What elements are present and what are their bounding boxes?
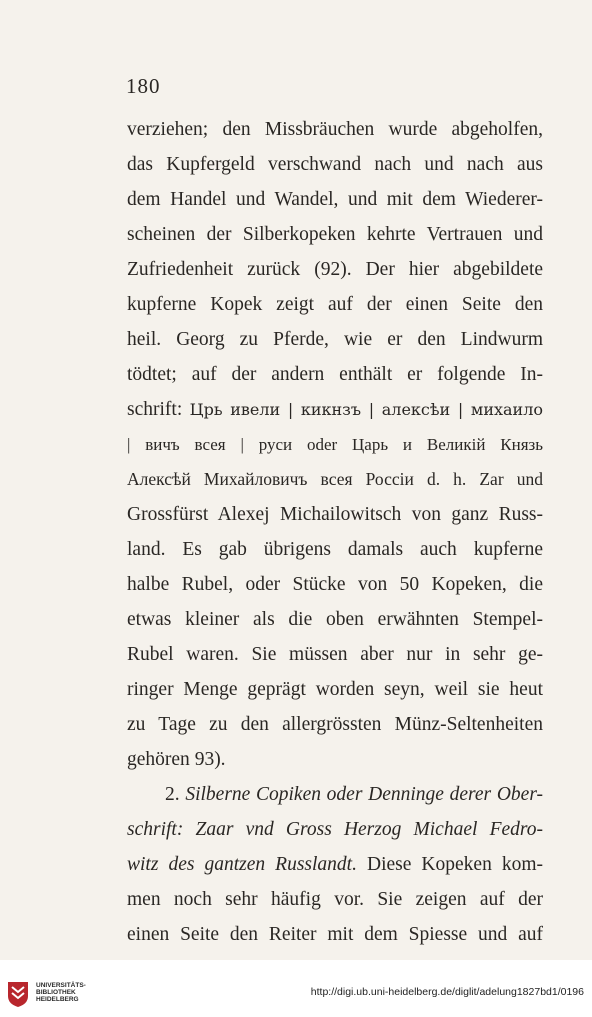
text-line: scheinen der Silberkopeken kehrte Vertrauen und: [127, 224, 543, 245]
text-line: verziehen; den Missbräuchen wurde abgeholfen,: [127, 119, 543, 140]
body-text: [127, 112, 543, 952]
text-fragment: gehören: [127, 749, 190, 770]
text-line: [127, 392, 543, 427]
text-fragment: . Der hier abgebildete: [346, 259, 544, 280]
text-line: [127, 252, 543, 287]
library-name: UNIVERSITÄTS- BIBLIOTHEK HEIDELBERG: [36, 982, 86, 1003]
text-line: schrift: Zaar vnd Gross Herzog Michael Fedro-: [127, 819, 543, 840]
text-line: das Kupfergeld verschwand nach und nach aus: [127, 154, 543, 175]
page-number: 180: [126, 74, 161, 98]
text-line: land. Es gab übrigens damals auch kupferne: [127, 539, 543, 560]
source-url-link[interactable]: http://digi.ub.uni-heidelberg.de/diglit/adelung1827bd1/0196: [310, 986, 584, 998]
paragraph-number: 2.: [165, 784, 180, 805]
text-line: ringer Menge geprägt worden seyn, weil sie heut: [127, 679, 543, 700]
text-fragment: schrift:: [127, 399, 183, 420]
text-fragment: Zufriedenheit zurück: [127, 259, 301, 280]
text-fragment: Diese Kopeken kom-: [367, 854, 544, 875]
text-line: heil. Georg zu Pferde, wie er den Lindwurm: [127, 329, 543, 350]
italic-title: witz des gantzen Russlandt.: [127, 854, 357, 875]
text-line: kupferne Kopek zeigt auf der einen Seite den: [127, 294, 543, 315]
text-line: Grossfürst Alexej Michailowitsch von ganz Russ-: [127, 504, 543, 525]
text-line: tödtet; auf der andern enthält er folgende In-: [127, 364, 543, 385]
text-line: [127, 777, 543, 812]
italic-title: Silberne Copiken oder Denninge derer Ober-: [185, 784, 544, 805]
text-line: [127, 742, 543, 777]
text-line: zu Tage zu den allergrössten Münz-Seltenheiten: [127, 714, 543, 735]
text-line: etwas kleiner als die oben erwähnten Stempel-: [127, 609, 543, 630]
text-line: Rubel waren. Sie müssen aber nur in sehr ge-: [127, 644, 543, 665]
text-line: halbe Rubel, oder Stücke von 50 Kopeken, die: [127, 574, 543, 595]
text-line: | вичъ всея | руси oder Царь и Великій Князь: [127, 435, 543, 454]
footnote-ref: (92): [314, 259, 347, 280]
text-line: [127, 847, 543, 882]
cyrillic-inscription: Црь ивели | кикнзъ | алексѣи | михаило: [189, 400, 544, 419]
text-line: dem Handel und Wandel, und mit dem Wiederer-: [127, 189, 543, 210]
university-logo-icon: [6, 980, 30, 1008]
text-line: Алексѣй Михайловичъ всея Россіи d. h. Zar und: [127, 469, 543, 489]
footer-bar: [0, 960, 592, 1017]
text-line: einen Seite den Reiter mit dem Spiesse und auf: [127, 924, 543, 945]
footnote-ref: 93).: [194, 749, 226, 770]
text-line: men noch sehr häufig vor. Sie zeigen auf der: [127, 889, 543, 910]
